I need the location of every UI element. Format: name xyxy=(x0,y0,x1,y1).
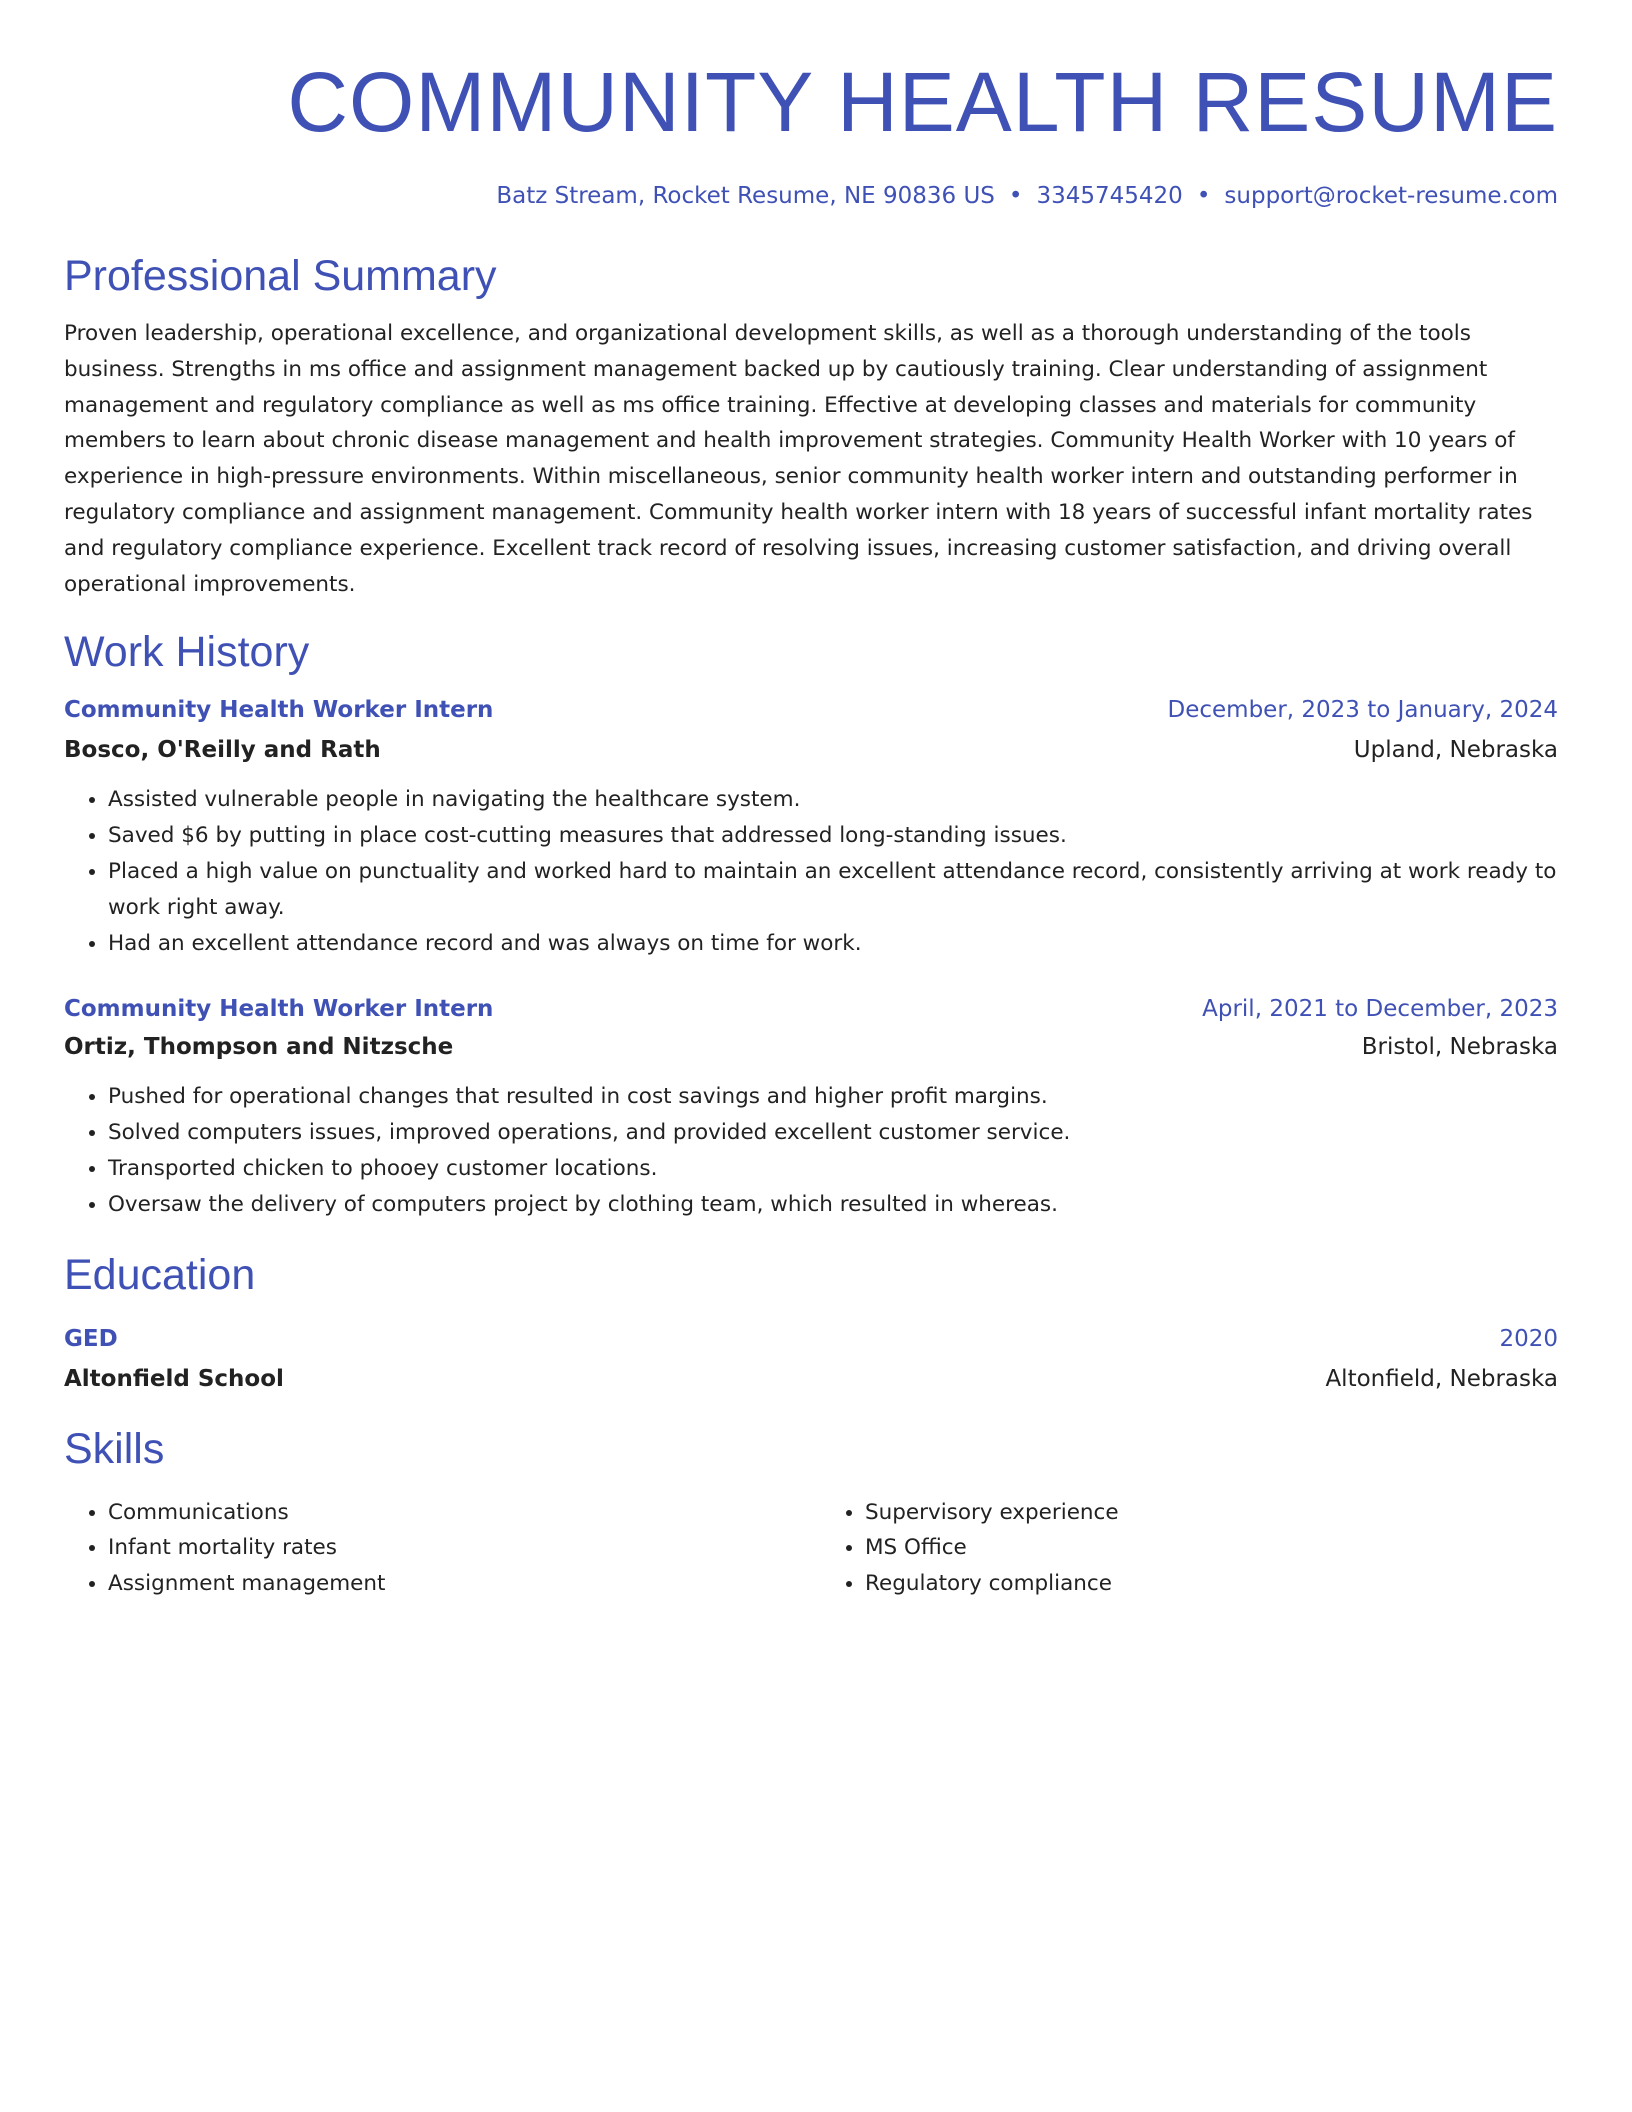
job-company-row xyxy=(64,732,1558,768)
job-bullet: • Saved $6 by putting in place cost-cutting measures that addressed long-standing issues. xyxy=(108,818,1558,854)
job-company: Bosco, O'Reilly and Rath xyxy=(64,737,381,764)
job-bullet: • Had an excellent attendance record and was always on time for work. xyxy=(108,926,1558,962)
skill-item: • Supervisory experience xyxy=(865,1495,1558,1531)
education-degree: GED xyxy=(64,1325,118,1352)
skills-column-left xyxy=(64,1495,801,1602)
resume-header xyxy=(64,54,1558,212)
education-school: Altonfield School xyxy=(64,1365,284,1392)
job-location: Bristol, Nebraska xyxy=(1361,1034,1558,1061)
summary-text: Proven leadership, operational excellence, and organizational development skills, as well as a thorough understanding of the tools business. Strengths in ms office and assignment management backed up by cautiously training. Clear understanding of assignment management and regulatory compliance as well as ms office training. Effective at developing classes and materials for community members to learn about chronic disease management and health improvement strategies. Community Health Worker with 10 years of experience in high-pressure environments. Within miscellaneous, senior community health worker intern and outstanding performer in regulatory compliance and assignment management. Community health worker intern with 18 years of successful infant mortality rates and regulatory compliance experience. Excellent track record of resolving issues, increasing customer satisfaction, and driving overall operational improvements. xyxy=(64,321,1533,597)
job-entry xyxy=(64,692,1558,961)
job-company: Ortiz, Thompson and Nitzsche xyxy=(64,1034,454,1061)
job-bullet: • Transported chicken to phooey customer locations. xyxy=(108,1151,1558,1187)
job-title-row xyxy=(64,991,1558,1027)
skill-item: • Assignment management xyxy=(108,1566,801,1602)
job-bullet: • Placed a high value on punctuality and worked hard to maintain an excellent attendance record, consistently arriving at work ready to work right away. xyxy=(108,854,1558,926)
skill-item: • MS Office xyxy=(865,1530,1558,1566)
skills-column-right xyxy=(801,1495,1558,1602)
job-location: Upland, Nebraska xyxy=(1353,737,1558,764)
skills-list xyxy=(64,1483,1558,1602)
education-heading: Education xyxy=(64,1250,256,1299)
education-school-row xyxy=(64,1361,1558,1397)
job-dates: December, 2023 to January, 2024 xyxy=(1167,697,1558,724)
contact-phone: 3345745420 xyxy=(1036,183,1183,209)
job-company-row xyxy=(64,1029,1558,1065)
job-bullet: • Solved computers issues, improved operations, and provided excellent customer service. xyxy=(108,1115,1558,1151)
job-title: Community Health Worker Intern xyxy=(64,697,494,724)
job-dates: April, 2021 to December, 2023 xyxy=(1202,996,1558,1023)
education-location: Altonfield, Nebraska xyxy=(1325,1365,1558,1392)
contact-separator: • xyxy=(1008,183,1023,209)
skill-item: • Communications xyxy=(108,1495,801,1531)
contact-separator: • xyxy=(1196,183,1211,209)
job-title: Community Health Worker Intern xyxy=(64,996,494,1023)
contact-line xyxy=(64,180,1558,212)
job-bullet: • Pushed for operational changes that resulted in cost savings and higher profit margins. xyxy=(108,1079,1558,1115)
resume-page xyxy=(64,54,1558,1602)
job-bullet: • Oversaw the delivery of computers project by clothing team, which resulted in whereas. xyxy=(108,1187,1558,1223)
skill-item: • Infant mortality rates xyxy=(108,1530,801,1566)
education-degree-row xyxy=(64,1321,1558,1357)
summary-heading: Professional Summary xyxy=(64,252,497,300)
education-year: 2020 xyxy=(1499,1325,1558,1352)
job-bullet: • Assisted vulnerable people in navigating the healthcare system. xyxy=(108,782,1558,818)
skill-item: • Regulatory compliance xyxy=(865,1566,1558,1602)
job-title-row xyxy=(64,692,1558,728)
contact-address: Batz Stream, Rocket Resume, NE 90836 US xyxy=(496,183,995,209)
work-history-heading: Work History xyxy=(64,628,310,677)
job-entry xyxy=(64,991,1558,1222)
job-bullets xyxy=(64,782,1558,961)
job-bullets xyxy=(64,1079,1558,1222)
education-entry xyxy=(64,1321,1558,1397)
resume-title: COMMUNITY HEALTH RESUME xyxy=(287,55,1558,149)
skills-heading: Skills xyxy=(64,1424,165,1473)
contact-email[interactable]: support@rocket-resume.com xyxy=(1224,183,1558,209)
